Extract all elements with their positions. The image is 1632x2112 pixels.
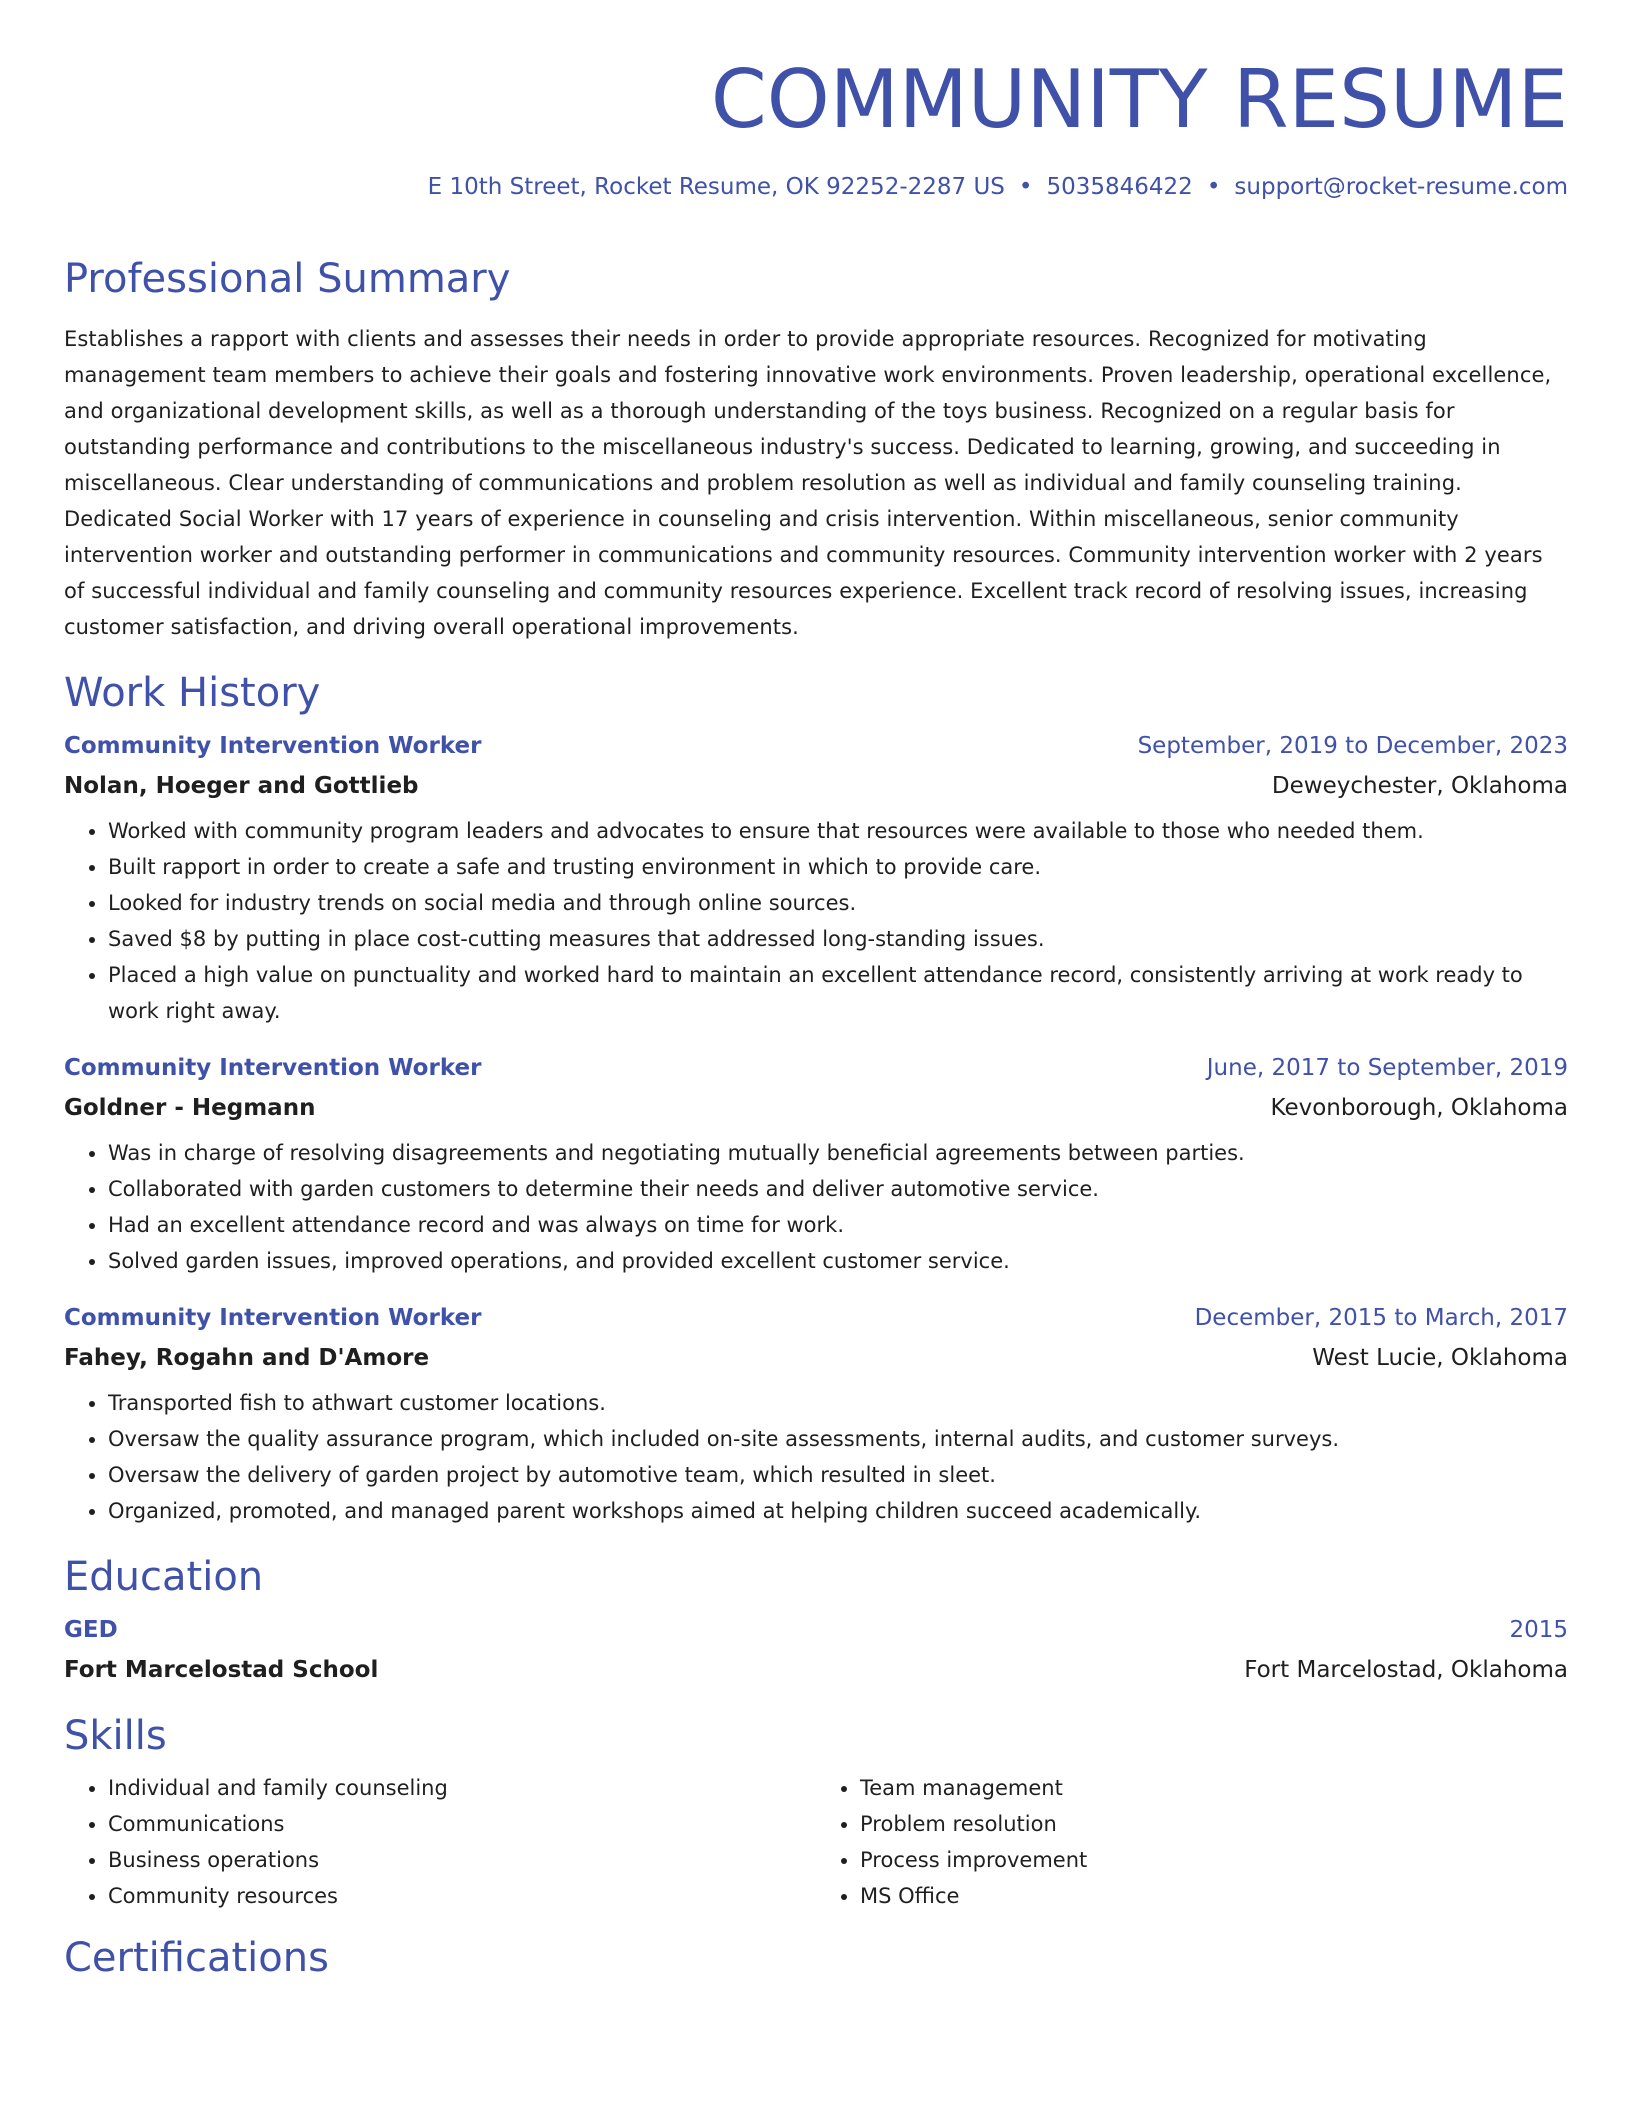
job-bullets [64, 1385, 1568, 1529]
skill-item: • Community resources [108, 1878, 816, 1914]
contact-separator: • [1018, 174, 1033, 200]
list-item: • Collaborated with garden customers to determine their needs and deliver automotive service. [108, 1171, 1568, 1207]
list-item: • Oversaw the quality assurance program, which included on-site assessments, internal audits, and customer surveys. [108, 1421, 1568, 1457]
job-location: Deweychester, Oklahoma [1271, 773, 1568, 799]
job-dates: June, 2017 to September, 2019 [1206, 1055, 1568, 1081]
resume-header [64, 0, 1568, 199]
skill-item: • MS Office [860, 1878, 1568, 1914]
job-dates: December, 2015 to March, 2017 [1194, 1305, 1568, 1331]
job-header-row [64, 735, 1568, 758]
education-location: Fort Marcelostad, Oklahoma [1244, 1657, 1568, 1683]
list-item: • Oversaw the delivery of garden project by automotive team, which resulted in sleet. [108, 1457, 1568, 1493]
job-location: West Lucie, Oklahoma [1312, 1345, 1568, 1371]
job-company-row [64, 1347, 1568, 1370]
address-text: E 10th Street, Rocket Resume, OK 92252-2287 US [427, 174, 1005, 200]
job-role: Community Intervention Worker [64, 1055, 482, 1081]
phone-text: 5035846422 [1046, 174, 1193, 200]
job-company: Fahey, Rogahn and D'Amore [64, 1345, 430, 1371]
skills-list-right [816, 1770, 1568, 1914]
skill-item: • Individual and family counseling [108, 1770, 816, 1806]
job-header-row [64, 1307, 1568, 1330]
job-entry [64, 1307, 1568, 1529]
skill-item: • Process improvement [860, 1842, 1568, 1878]
job-entry [64, 1057, 1568, 1279]
education-school-row [64, 1659, 1568, 1682]
education-header-row [64, 1619, 1568, 1642]
list-item: • Placed a high value on punctuality and worked hard to maintain an excellent attendance record, consistently arriving at work ready to work right away. [108, 957, 1568, 1029]
job-dates: September, 2019 to December, 2023 [1137, 733, 1568, 759]
job-header-row [64, 1057, 1568, 1080]
job-company: Goldner - Hegmann [64, 1095, 316, 1121]
job-entry [64, 735, 1568, 1029]
job-bullets [64, 1135, 1568, 1279]
job-bullets [64, 813, 1568, 1029]
contact-line [64, 176, 1568, 199]
list-item: • Was in charge of resolving disagreements and negotiating mutually beneficial agreements between parties. [108, 1135, 1568, 1171]
education-heading: Education [64, 1554, 264, 1600]
skills-heading: Skills [64, 1713, 167, 1759]
email-link[interactable]: support@rocket-resume.com [1234, 174, 1568, 200]
education-year: 2015 [1509, 1617, 1568, 1643]
list-item: • Had an excellent attendance record and was always on time for work. [108, 1207, 1568, 1243]
job-company-row [64, 775, 1568, 798]
skill-item: • Team management [860, 1770, 1568, 1806]
skills-list-left [64, 1770, 816, 1914]
job-role: Community Intervention Worker [64, 733, 482, 759]
job-company-row [64, 1097, 1568, 1120]
summary-heading: Professional Summary [64, 256, 511, 302]
education-degree: GED [64, 1617, 118, 1643]
list-item: • Transported fish to athwart customer locations. [108, 1385, 1568, 1421]
resume-page [64, 0, 1568, 1981]
summary-text: Establishes a rapport with clients and assesses their needs in order to provide appropriate resources. Recognized for motivating management team members to achieve their goals and fostering innovative work environments. Proven leadership, operational excellence, and organizational development skills, as well as a thorough understanding of the toys business. Recognized on a regular basis for outstanding performance and contributions to the miscellaneous industry's success. Dedicated to learning, growing, and succeeding in miscellaneous. Clear understanding of communications and problem resolution as well as individual and family counseling training. Dedicated Social Worker with 17 years of experience in counseling and crisis intervention. Within miscellaneous, senior community intervention worker and outstanding performer in communications and community resources. Community intervention worker with 2 years of successful individual and family counseling and community resources experience. Excellent track record of resolving issues, increasing customer satisfaction, and driving overall operational improvements. [64, 327, 1552, 639]
list-item: • Worked with community program leaders and advocates to ensure that resources were available to those who needed them. [108, 813, 1568, 849]
contact-separator: • [1206, 174, 1221, 200]
list-item: • Solved garden issues, improved operations, and provided excellent customer service. [108, 1243, 1568, 1279]
education-school: Fort Marcelostad School [64, 1657, 379, 1683]
list-item: • Built rapport in order to create a safe and trusting environment in which to provide care. [108, 849, 1568, 885]
list-item: • Looked for industry trends on social media and through online sources. [108, 885, 1568, 921]
certifications-heading: Certifications [64, 1935, 329, 1981]
skill-item: • Communications [108, 1806, 816, 1842]
job-location: Kevonborough, Oklahoma [1270, 1095, 1568, 1121]
skill-item: • Business operations [108, 1842, 816, 1878]
job-role: Community Intervention Worker [64, 1305, 482, 1331]
list-item: • Organized, promoted, and managed parent workshops aimed at helping children succeed academically. [108, 1493, 1568, 1529]
job-company: Nolan, Hoeger and Gottlieb [64, 773, 419, 799]
skills-columns [64, 1770, 1568, 1914]
skill-item: • Problem resolution [860, 1806, 1568, 1842]
list-item: • Saved $8 by putting in place cost-cutting measures that addressed long-standing issues. [108, 921, 1568, 957]
resume-name: COMMUNITY RESUME [710, 53, 1568, 146]
work-history-heading: Work History [64, 670, 321, 716]
